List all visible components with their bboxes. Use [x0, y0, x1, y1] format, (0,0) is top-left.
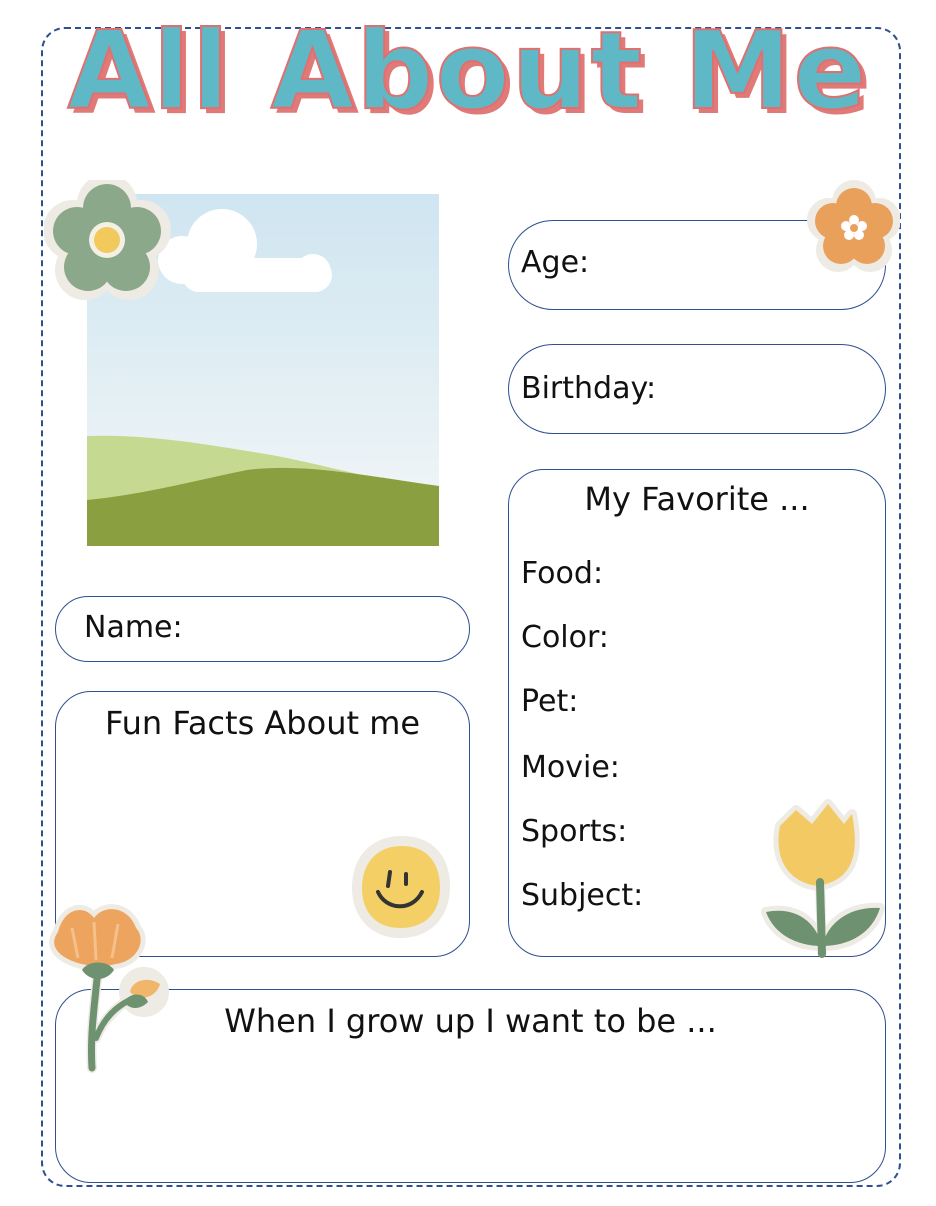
smiley-sun-icon: [348, 832, 454, 942]
page-title: All About Me: [67, 9, 869, 134]
favorite-color-label[interactable]: Color:: [521, 620, 609, 655]
fun-facts-heading: Fun Facts About me: [104, 704, 421, 742]
birthday-field[interactable]: [508, 344, 886, 434]
future-heading: When I grow up I want to be ...: [224, 1002, 717, 1040]
yellow-tulip-icon: [756, 796, 890, 966]
favorite-subject-label[interactable]: Subject:: [521, 878, 644, 913]
favorites-heading: My Favorite ...: [584, 480, 810, 518]
favorite-sports-label[interactable]: Sports:: [521, 814, 628, 849]
favorite-pet-label[interactable]: Pet:: [521, 684, 579, 719]
green-flower-icon: [44, 180, 174, 306]
favorite-food-label[interactable]: Food:: [521, 556, 604, 591]
future-box[interactable]: [55, 989, 886, 1183]
name-label: Name:: [84, 610, 183, 645]
age-label: Age:: [521, 245, 590, 280]
name-field[interactable]: [55, 596, 470, 662]
orange-flower-icon: [804, 176, 900, 278]
favorite-movie-label[interactable]: Movie:: [521, 750, 620, 785]
orange-daisy-icon: [44, 898, 174, 1082]
birthday-label: Birthday:: [521, 371, 657, 406]
